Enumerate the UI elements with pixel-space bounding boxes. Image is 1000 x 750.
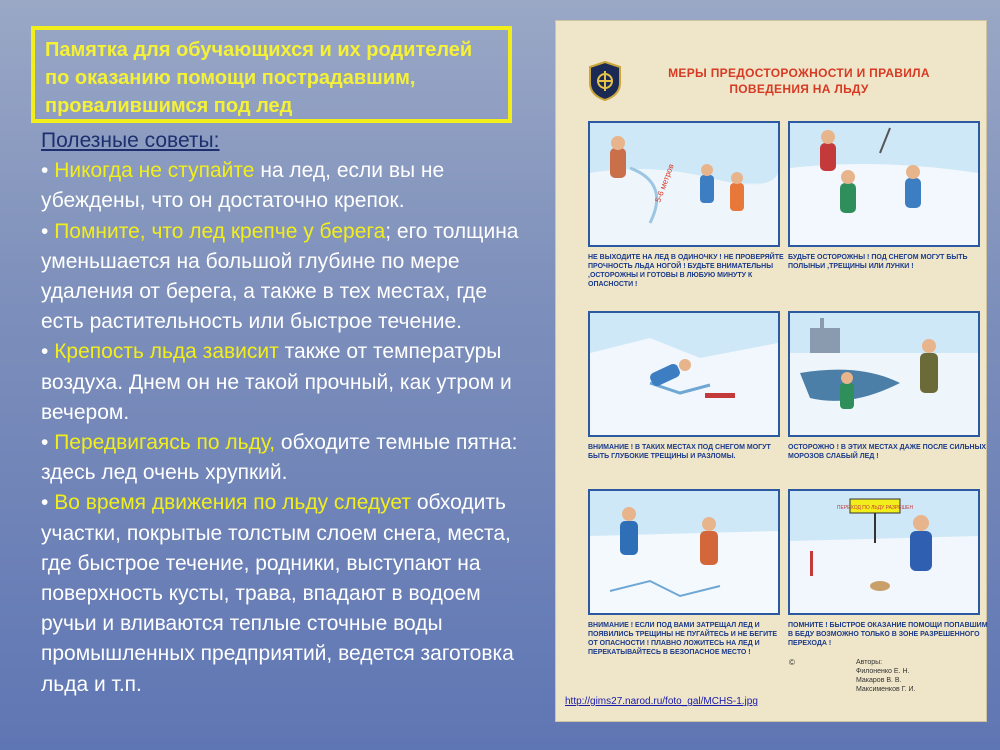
panel-caption-6: ПОМНИТЕ ! БЫСТРОЕ ОКАЗАНИЕ ПОМОЩИ ПОПАВШИМ В БЕДУ ВОЗМОЖНО ТОЛЬКО В ЗОНЕ РАЗРЕШЕННОГО ПЕРЕХОДА ! xyxy=(788,622,988,647)
panel-caption-1: НЕ ВЫХОДИТЕ НА ЛЕД В ОДИНОЧКУ ! НЕ ПРОВЕРЯЙТЕ ПРОЧНОСТЬ ЛЬДА НОГОЙ ! БУДЬТЕ ВНИМАТЕЛЬНЫ ,ОСТОРОЖНЫ И ГОТОВЫ В ЛЮБУЮ МИНУТУ К ОПАСНОСТИ ! xyxy=(588,254,784,288)
advice-highlight: Помните, что лед крепче у берега xyxy=(54,219,386,243)
advice-item-3: • Крепость льда зависит также от температуры воздуха. Днем он не такой прочный, как утром и вечером. xyxy=(41,340,512,424)
advice-highlight: Во время движения по льду следует xyxy=(54,491,412,515)
distance-label: 5-6 метров xyxy=(653,162,676,204)
advice-item-1: • Никогда не ступайте на лед, если вы не убеждены, что он достаточно крепок. xyxy=(41,159,445,213)
panel-ice-cracking xyxy=(588,489,780,615)
panel-caption-3: ВНИМАНИЕ ! В ТАКИХ МЕСТАХ ПОД СНЕГОМ МОГУТ БЫТЬ ГЛУБОКИЕ ТРЕЩИНЫ И РАЗЛОМЫ. xyxy=(588,444,771,460)
advice-item-4: • Передвигаясь по льду, обходите темные пятна: здесь лед очень хрупкий. xyxy=(41,431,518,485)
advice-item-5: • Во время движения по льду следует обходить участки, покрытые толстым слоем снега, места, где быстрое течение, родники, выступают на поверхность кусты, трава, впадают в водоем ручьи и вливаются теплые сточные воды промышленных предприятий, ведется заготовка льда и т.п. xyxy=(41,491,514,696)
safety-poster xyxy=(555,20,987,722)
panel-caption-5: ВНИМАНИЕ ! ЕСЛИ ПОД ВАМИ ЗАТРЕЩАЛ ЛЕД И ПОЯВИЛИСЬ ТРЕЩИНЫ НЕ ПУГАЙТЕСЬ И НЕ БЕГИТЕ ОТ ОПАСНОСТИ ! ПЛАВНО ЛОЖИТЕСЬ НА ЛЕД И ПЕРЕКАТЫВАЙТЕСЬ В БЕЗОПАСНОЕ МЕСТО ! xyxy=(588,622,778,656)
memo-title-box xyxy=(31,26,512,123)
advice-highlight: Передвигаясь по льду, xyxy=(54,431,276,455)
emergency-emblem-icon xyxy=(588,61,622,101)
copyright-mark: © xyxy=(789,658,795,667)
crossing-sign-text: ПЕРЕХОД ПО ЛЬДУ РАЗРЕШЕН xyxy=(836,505,914,511)
panel-weak-ice xyxy=(788,311,980,437)
memo-title-line-1: Памятка для обучающихся и их родителей xyxy=(45,39,473,61)
poster-authors: Авторы: Филоненко Е. Н. Макаров В. В. Максименков Г. И. xyxy=(856,659,916,693)
source-link[interactable]: http://gims27.narod.ru/foto_gal/MCHS-1.jpg xyxy=(565,696,758,707)
panel-deep-cracks xyxy=(588,311,780,437)
advice-highlight: Крепость льда зависит xyxy=(54,340,279,364)
advice-item-2: • Помните, что лед крепче у берега; его толщина уменьшается на большой глубине по мере удаления от берега, а также в тех местах, где есть растительность или быстрое течение. xyxy=(41,219,519,334)
panel-caption-2: БУДЬТЕ ОСТОРОЖНЫ ! ПОД СНЕГОМ МОГУТ БЫТЬ ПОЛЫНЬИ ,ТРЕЩИНЫ ИЛИ ЛУНКИ ! xyxy=(788,254,968,270)
panel-hidden-holes xyxy=(788,121,980,247)
memo-title-line-3: провалившимся под лед xyxy=(45,95,293,117)
section-heading: Полезные советы: xyxy=(41,129,220,152)
panel-alone-on-ice xyxy=(588,121,780,247)
poster-title: МЕРЫ ПРЕДОСТОРОЖНОСТИ И ПРАВИЛА ПОВЕДЕНИЯ НА ЛЬДУ xyxy=(668,66,930,96)
advice-highlight: Никогда не ступайте xyxy=(54,159,255,183)
memo-title-line-2: по оказанию помощи пострадавшим, xyxy=(45,67,416,89)
panel-allowed-crossing xyxy=(788,489,980,615)
advice-text xyxy=(41,126,531,700)
panel-caption-4: ОСТОРОЖНО ! В ЭТИХ МЕСТАХ ДАЖЕ ПОСЛЕ СИЛЬНЫХ МОРОЗОВ СЛАБЫЙ ЛЕД ! xyxy=(788,444,987,460)
